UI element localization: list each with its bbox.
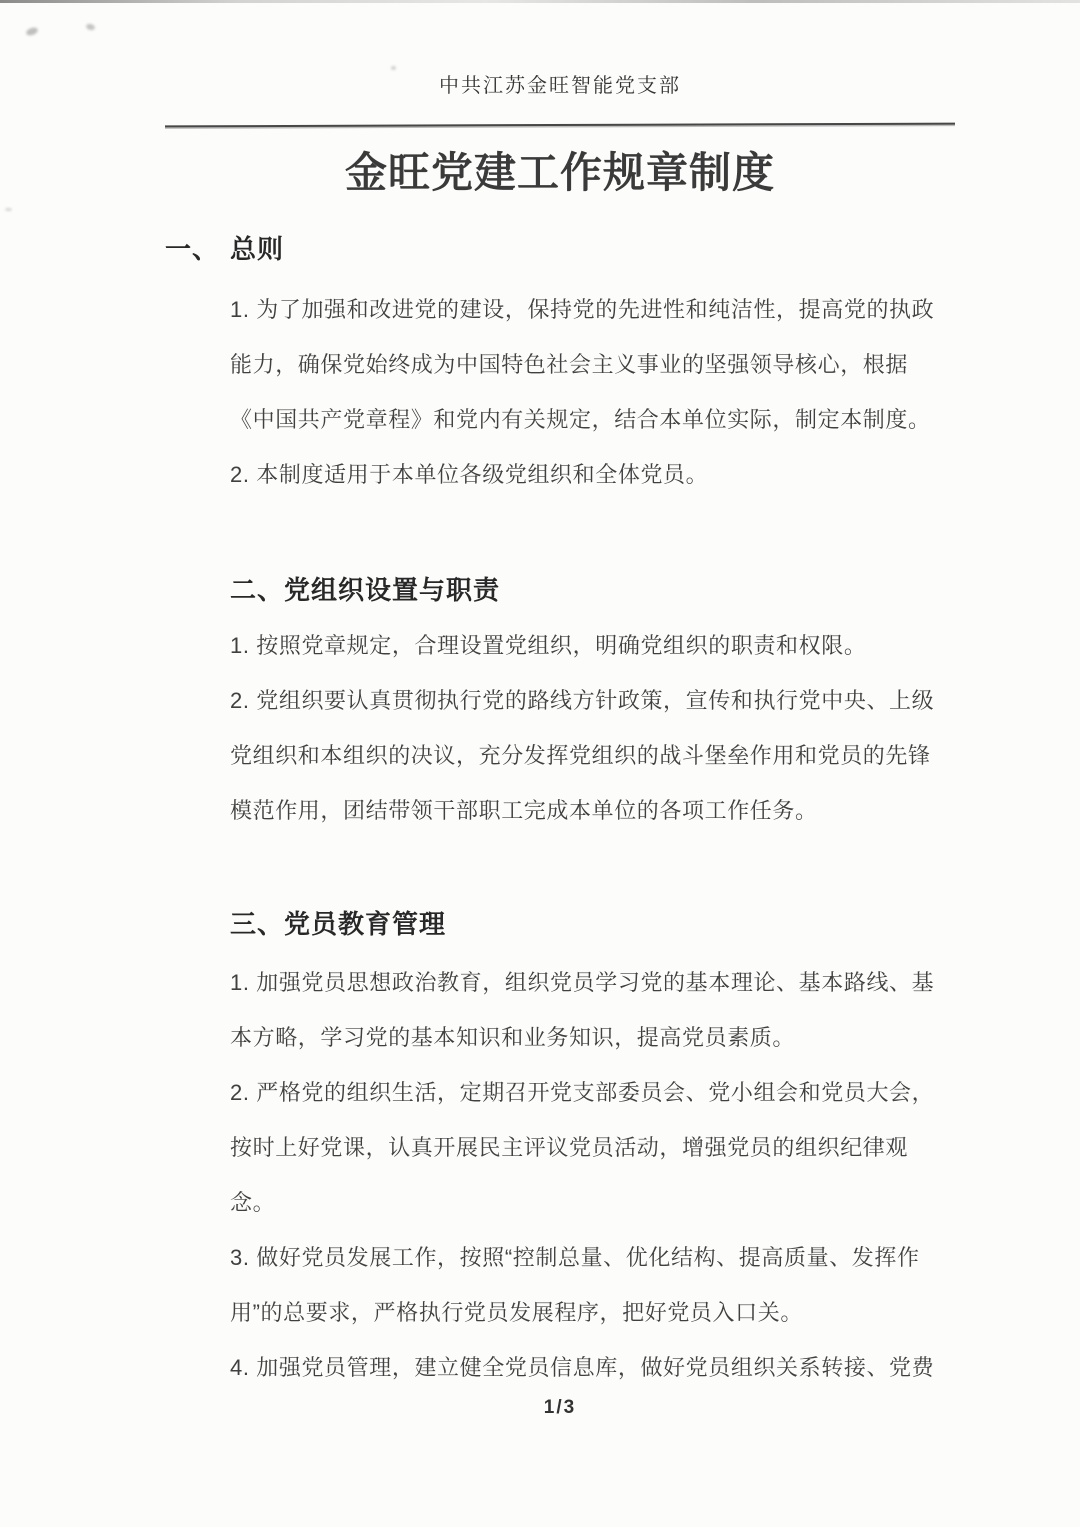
scan-edge-shadow <box>0 0 1080 3</box>
text-line: 用”的总要求，严格执行党员发展程序，把好党员入口关。 <box>230 1300 803 1325</box>
text-line: 1. 按照党章规定，合理设置党组织，明确党组织的职责和权限。 <box>230 633 867 658</box>
section-title: 党组织设置与职责 <box>284 575 501 605</box>
header-divider <box>165 123 955 128</box>
section-heading-1 <box>165 230 955 268</box>
section-heading-2 <box>230 571 955 609</box>
scan-smudge <box>5 208 12 211</box>
text-line: 2. 本制度适用于本单位各级党组织和全体党员。 <box>230 462 709 487</box>
text-line: 《中国共产党章程》和党内有关规定，结合本单位实际，制定本制度。 <box>230 407 931 432</box>
text-line: 能力，确保党始终成为中国特色社会主义事业的坚强领导核心，根据 <box>230 352 909 377</box>
text-line: 1. 为了加强和改进党的建设，保持党的先进性和纯洁性，提高党的执政 <box>230 297 935 322</box>
text-line: 3. 做好党员发展工作，按照“控制总量、优化结构、提高质量、发挥作 <box>230 1245 920 1270</box>
text-line: 按时上好党课，认真开展民主评议党员活动，增强党员的组织纪律观 <box>230 1135 909 1160</box>
section-title: 总则 <box>230 234 285 264</box>
section-title: 党员教育管理 <box>284 909 447 939</box>
scan-smudge <box>85 23 95 31</box>
section-marker: 二、 <box>230 575 285 605</box>
document-body <box>165 60 955 1421</box>
text-line: 念。 <box>230 1190 276 1215</box>
scan-smudge <box>25 26 39 37</box>
text-line: 模范作用，团结带领干部职工完成本单位的各项工作任务。 <box>230 798 818 823</box>
section-marker: 三、 <box>230 909 285 939</box>
page-number: 1/3 <box>543 1397 577 1418</box>
text-line: 2. 严格党的组织生活，定期召开党支部委员会、党小组会和党员大会， <box>230 1080 935 1105</box>
text-line: 本方略，学习党的基本知识和业务知识，提高党员素质。 <box>230 1025 796 1050</box>
section-1-paragraphs <box>165 282 955 502</box>
text-line: 党组织和本组织的决议，充分发挥党组织的战斗堡垒作用和党员的先锋 <box>230 743 931 768</box>
text-line: 1. 加强党员思想政治教育，组织党员学习党的基本理论、基本路线、基 <box>230 970 935 995</box>
page-header: 中共江苏金旺智能党支部 <box>439 75 681 97</box>
section-marker: 一、 <box>165 234 220 264</box>
section-heading-3 <box>230 905 955 943</box>
text-line: 4. 加强党员管理，建立健全党员信息库，做好党员组织关系转接、党费 <box>230 1355 935 1380</box>
section-2-paragraphs <box>165 618 955 838</box>
document-title: 金旺党建工作规章制度 <box>344 149 775 196</box>
text-line: 2. 党组织要认真贯彻执行党的路线方针政策，宣传和执行党中央、上级 <box>230 688 935 713</box>
section-3-paragraphs <box>165 955 955 1395</box>
